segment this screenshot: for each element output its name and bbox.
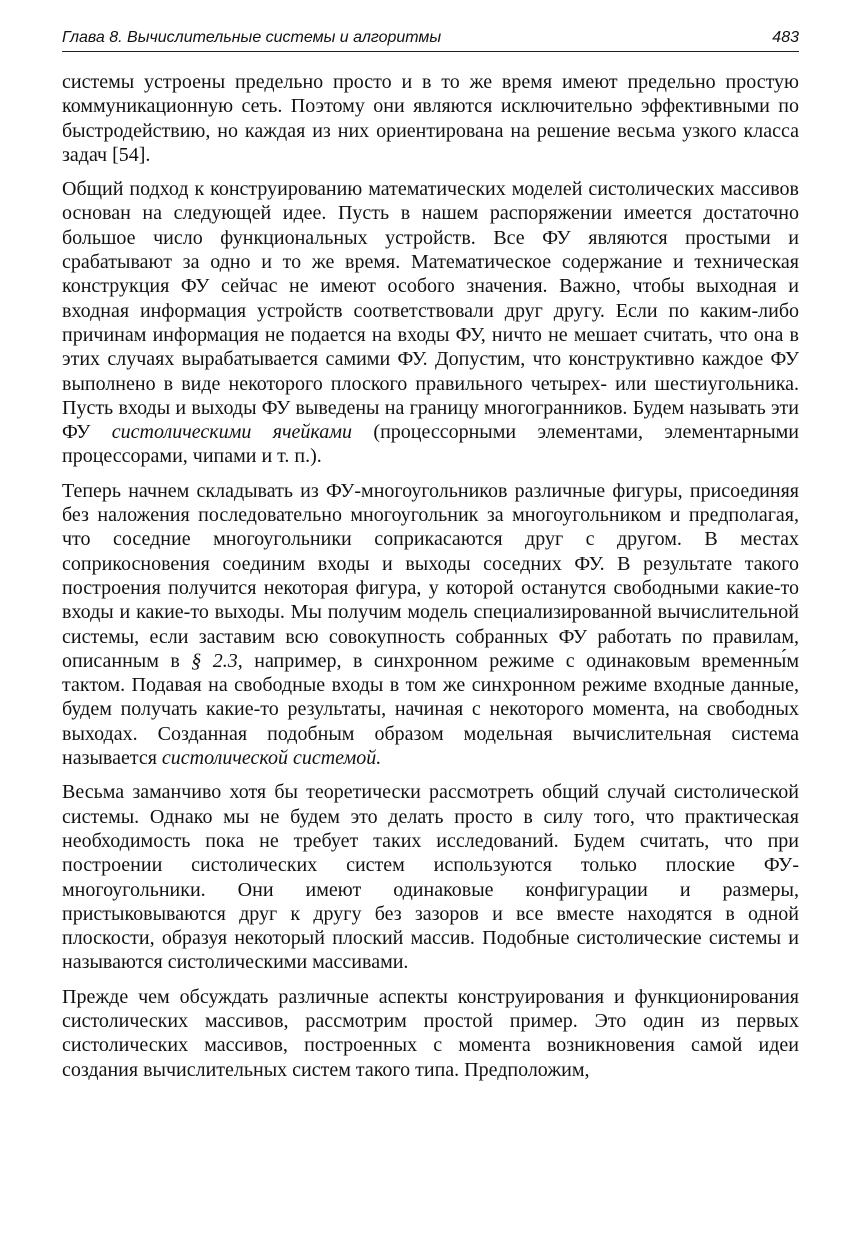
paragraph-3 (62, 479, 799, 771)
paragraph-4: Весьма заманчиво хотя бы теоретически рассмотреть общий случай систолической системы. Однако мы не будем это делать просто в силу того, что практическая необходимость пока не требует таких исследований. Будем считать, что при построении систолических систем используются только плоские ФУ-многоугольники. Они имеют одинаковые конфигурации и размеры, пристыковываются друг к другу без зазоров и все вместе находятся в одной плоскости, образуя некоторый плоский массив. Подобные систолические системы и называются систолическими массивами. (62, 781, 799, 974)
paragraph-2 (62, 177, 799, 469)
page-number: 483 (772, 29, 799, 46)
paragraph-3-text-middle: , например, в синхронном режиме с одинаковым временны́м тактом. Подавая на свободные входы в том же синхронном режиме входные данные, будем получать какие-то результаты, начиная с некоторого момента, на свободных выходах. Созданная подобным образом модельная вычислительная система называется (62, 649, 799, 770)
term-systolic-system: систолической системой. (161, 747, 382, 770)
paragraph-3-text-start: Теперь начнем складывать из ФУ-многоугольников различные фигуры, присоединяя без наложения последовательно многоугольник за многоугольником и предполагая, что соседние многоугольники соприкасаются друг с другом. В местах соприкосновения соединим входы и выходы соседних ФУ. В результате такого построения получится некоторая фигура, у которой останутся свободными какие-то входы и какие-то выходы. Мы получим модель специализированной вычислительной системы, если заставим всю совокупность собранных ФУ работать по правилам, описанным в (62, 479, 799, 672)
chapter-title: Глава 8. Вычислительные системы и алгоритмы (62, 29, 442, 46)
paragraph-2-text-end: (процессорными элементами, элементарными процессорами, чипами и т. п.). (62, 421, 800, 468)
paragraph-2-text-start: Общий подход к конструированию математических моделей систолических массивов основан на следующей идее. Пусть в нашем распоряжении имеется достаточно большое число функциональных устройств. Все ФУ являются простыми и срабатывают за одно и то же время. Математическое содержание и техническая конструкция ФУ сейчас не имеют особого значения. Важно, чтобы выходная и входная информация устройств соответствовали друг другу. Если по каким-либо причинам информация не подается на входы ФУ, ничто не мешает считать, что она в этих случаях вырабатывается самими ФУ. Допустим, что конструктивно каждое ФУ выполнено в виде некоторого плоского правильного четырех- или шестиугольника. Пусть входы и выходы ФУ выведены на границу многогранников. Будем называть эти ФУ (62, 178, 799, 444)
paragraph-5: Прежде чем обсуждать различные аспекты конструирования и функционирования систолических массивов, рассмотрим простой пример. Это один из первых систолических массивов, построенных с момента возникновения самой идеи создания вычислительных систем такого типа. Предположим, (62, 985, 799, 1081)
running-header (62, 28, 799, 52)
paragraph-1: системы устроены предельно просто и в то же время имеют предельно простую коммуникационную сеть. Поэтому они являются исключительно эффективными по быстродействию, но каждая из них ориентирована на решение весьма узкого класса задач [54]. (62, 71, 799, 166)
body-text (62, 70, 799, 1082)
term-systolic-cells: систолическими ячейками (111, 421, 353, 444)
section-reference: § 2.3 (191, 649, 238, 672)
book-page (62, 28, 799, 1092)
